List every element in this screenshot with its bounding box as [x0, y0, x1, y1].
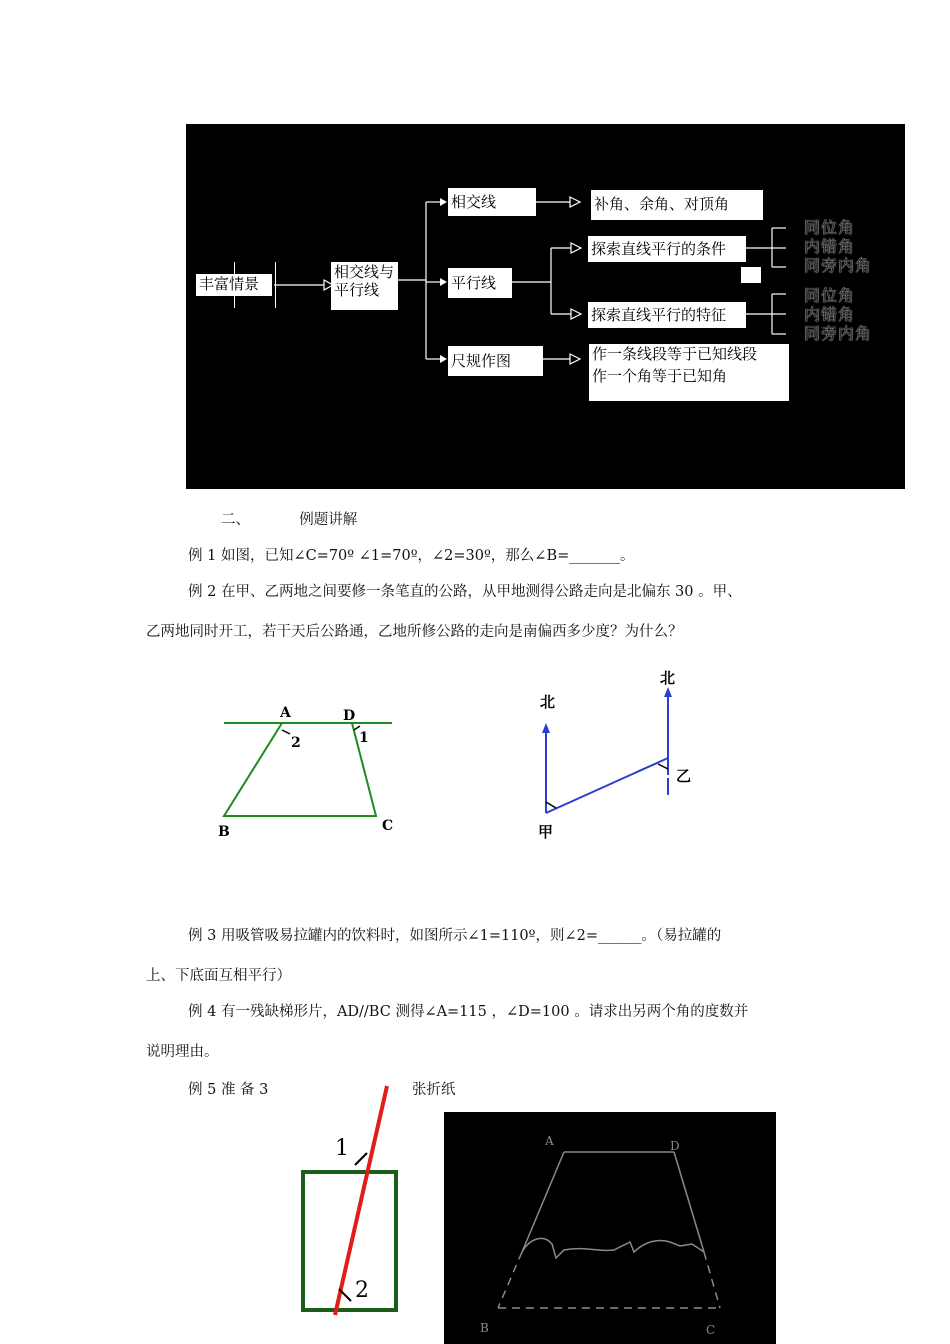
label-C: C	[382, 818, 394, 834]
parallel-property-label: 探索直线平行的特征	[591, 306, 727, 324]
label-angle1-can: 1	[335, 1136, 349, 1161]
intersect-result-label: 补角、余角、对顶角	[594, 195, 730, 213]
angle-mark-start	[546, 802, 556, 808]
road-line	[546, 758, 668, 813]
section-title: 例题讲解	[299, 512, 358, 528]
angle-types-b	[804, 286, 872, 343]
branch-intersect-label: 相交线	[451, 193, 497, 211]
label-angle2-can: 2	[355, 1278, 369, 1303]
branch-intersect-node	[448, 188, 536, 216]
parallel-property-node	[588, 302, 746, 328]
example-1: 例 1 如图，已知∠C=70º ∠1=70º，∠2=30º，那么∠B=_______。	[188, 548, 635, 564]
angle-type-b-2: 内错角	[804, 305, 856, 324]
example-3-line-2: 上、下底面互相平行）	[146, 968, 291, 984]
branch-parallel-label: 平行线	[451, 274, 497, 292]
label-angle1: 1	[359, 730, 369, 746]
label-end: 乙	[676, 767, 692, 785]
branch-construct-node	[448, 346, 543, 376]
label-B: B	[218, 824, 230, 840]
root-node-frame	[234, 262, 276, 308]
angle1-mark-can	[355, 1153, 367, 1165]
label-north-right: 北	[660, 669, 676, 687]
arrow-left	[542, 723, 550, 733]
construct-line2: 作一个角等于已知角	[592, 367, 728, 385]
center-node-line2: 平行线	[334, 281, 380, 299]
section-number: 二、	[221, 512, 250, 528]
bearing-figure	[530, 665, 710, 845]
parallel-condition-label: 探索直线平行的条件	[591, 240, 727, 258]
concept-map-connectors	[186, 124, 905, 489]
label-A-broken: A	[545, 1134, 554, 1148]
example-4-line-2: 说明理由。	[146, 1044, 219, 1060]
center-node-line1: 相交线与	[334, 263, 395, 281]
angle-type-a-3: 同旁内角	[804, 256, 873, 275]
angle-type-b-3: 同旁内角	[804, 324, 873, 343]
label-start: 甲	[538, 823, 554, 841]
example-2-line-1: 例 2 在甲、乙两地之间要修一条笔直的公路，从甲地测得公路走向是北偏东 30 。甲、	[188, 584, 742, 600]
can-outline	[303, 1172, 396, 1310]
intersect-result-node	[591, 190, 763, 220]
example-3-line-1: 例 3 用吸管吸易拉罐内的饮料时，如图所示∠1=110º，则∠2=______。（易拉罐的	[188, 928, 722, 944]
construct-result-node	[589, 344, 789, 401]
trapezoid-figure	[210, 690, 410, 840]
label-C-broken: C	[706, 1323, 716, 1337]
can-straw-figure	[295, 1083, 415, 1319]
example-5-left: 例 5 准 备 3	[188, 1082, 269, 1098]
label-D: D	[343, 708, 356, 724]
label-north-left: 北	[540, 693, 556, 711]
angle-types-a	[804, 218, 872, 275]
example-4-line-1: 例 4 有一残缺梯形片，AD//BC 测得∠A=115 ，∠D=100 。请求出另两个角的度数并	[188, 1004, 749, 1020]
example-2-line-2: 乙两地同时开工，若干天后公路通，乙地所修公路的走向是南偏西多少度？为什么？	[146, 624, 683, 640]
label-B-broken: B	[480, 1321, 489, 1335]
angle-type-b-1: 同位角	[804, 286, 856, 305]
angle-type-a-2: 内错角	[804, 237, 856, 256]
example-5-right: 张折纸	[412, 1082, 456, 1098]
broken-trapezoid-figure	[444, 1112, 776, 1344]
angle2-mark	[282, 730, 290, 734]
branch-parallel-node	[448, 268, 512, 298]
parallel-condition-node	[588, 236, 746, 262]
construct-line1: 作一条线段等于已知线段	[592, 345, 758, 363]
arrow-right	[664, 687, 672, 697]
label-D-broken: D	[670, 1139, 680, 1153]
branch-construct-label: 尺规作图	[451, 352, 512, 370]
root-node-label: 丰富情景	[199, 275, 260, 293]
broken-figure-background	[444, 1112, 776, 1344]
label-angle2: 2	[291, 735, 301, 751]
center-node	[331, 262, 398, 310]
angle-mark-end	[658, 764, 668, 769]
angle-type-a-1: 同位角	[804, 218, 856, 237]
concept-map	[186, 124, 905, 489]
label-A: A	[280, 705, 291, 721]
section-heading	[221, 510, 357, 530]
